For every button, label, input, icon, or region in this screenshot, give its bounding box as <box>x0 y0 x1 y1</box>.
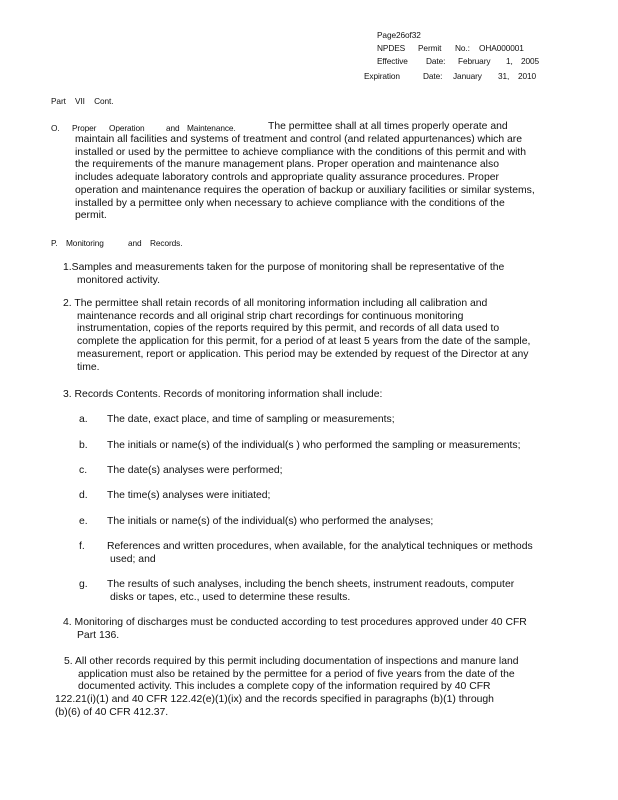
part-number: VII <box>75 96 85 106</box>
subitem-g-line-1: The results of such analyses, including the bench sheets, instrument readouts, computer <box>107 579 515 590</box>
part-cont: Cont. <box>94 96 114 106</box>
permit-label: Permit <box>418 43 442 53</box>
item-2-line-4: complete the application for this permit, for a period of at least 5 years from the date of the sample, <box>77 336 531 348</box>
section-o-line-6: operation and maintenance requires the operation of backup or auxiliary facilities or similar systems, <box>75 184 535 196</box>
section-o-letter: O. <box>51 123 60 133</box>
section-p-letter: P. <box>51 238 58 248</box>
permit-number: OHA000001 <box>479 43 524 53</box>
item-5-line-1: 5. All other records required by this permit including documentation of inspections and manure land <box>64 656 519 667</box>
item-4 <box>63 617 527 642</box>
item-4-line-2: Part 136. <box>77 629 120 641</box>
part-label: Part <box>51 96 66 106</box>
effective-date-label: Date: <box>426 56 446 66</box>
part-heading <box>51 96 113 106</box>
expiration-month: January <box>453 71 482 81</box>
item-1-line-1: 1.Samples and measurements taken for the purpose of monitoring shall be representative of the <box>63 262 505 273</box>
subitem-g-line-2: disks or tapes, etc., used to determine these results. <box>110 592 351 603</box>
item-2-line-3: instrumentation, copies of the reports required by this permit, and records of all data used to <box>77 323 500 335</box>
subitem-g <box>79 579 579 605</box>
section-o-line-7: installed by a permittee only when necessary to achieve compliance with the conditions of the <box>75 197 505 209</box>
effective-month: February <box>458 56 491 66</box>
item-2-line-1: 2. The permittee shall retain records of all monitoring information including all calibration and <box>63 298 488 309</box>
subitem-b-line-1: The initials or name(s) of the individual(s ) who performed the sampling or measurements; <box>107 440 521 451</box>
section-o-line-3: installed or used by the permittee to achieve compliance with the conditions of this permit and with <box>75 146 527 158</box>
section-o-title-w4: Maintenance. <box>187 123 236 133</box>
item-5-line-2: application must also be retained by the permittee for a period of five years from the date of the <box>78 668 515 680</box>
effective-year: 2005 <box>521 56 540 66</box>
page-header <box>364 30 564 84</box>
item-5-line-4: 122.21(i)(1) and 40 CFR 122.42(e)(1)(ix) and the records specified in paragraphs (b)(1) through <box>55 694 494 706</box>
effective-label: Effective <box>377 56 408 66</box>
section-p-title-w1: Monitoring <box>66 238 104 248</box>
no-label: No.: <box>455 43 470 53</box>
item-2-line-5: measurement, report or application. This period may be extended by request of the Director at any <box>77 348 529 360</box>
section-o-body <box>75 134 535 223</box>
item-2 <box>63 298 530 374</box>
item-5 <box>55 656 519 720</box>
item-5-line-3: documented activity. This includes a complete copy of the information required by 40 CFR <box>78 681 491 693</box>
section-o-line-5: includes adequate laboratory controls and appropriate quality assurance procedures. Proper <box>75 172 499 184</box>
section-o-title-w3: and <box>166 123 180 133</box>
expiration-label: Expiration <box>364 71 400 81</box>
section-p-title-w3: Records. <box>150 238 183 248</box>
subitem-c-line-1: The date(s) analyses were performed; <box>107 465 283 476</box>
item-1 <box>63 262 504 287</box>
subitem-g-mark: g. <box>79 579 88 590</box>
subitem-d-mark: d. <box>79 490 88 501</box>
expiration-day: 31, <box>498 71 510 81</box>
section-o-heading <box>51 123 236 133</box>
subitem-e-mark: e. <box>79 516 88 527</box>
item-3-line-1: 3. Records Contents. Records of monitoring information shall include: <box>63 389 383 400</box>
section-o-line-8: permit. <box>75 210 107 222</box>
page-number: Page26of32 <box>377 30 421 40</box>
subitem-d-line-1: The time(s) analyses were initiated; <box>107 490 271 501</box>
item-2-line-2: maintenance records and all original strip chart recordings for continuous monitoring <box>77 310 464 322</box>
subitem-a-line-1: The date, exact place, and time of sampling or measurements; <box>107 414 395 425</box>
subitem-f <box>79 541 579 567</box>
expiration-year: 2010 <box>518 71 537 81</box>
effective-day: 1, <box>506 56 513 66</box>
item-4-line-1: 4. Monitoring of discharges must be conducted according to test procedures approved under 40 CFR <box>63 617 527 628</box>
expiration-date-label: Date: <box>423 71 443 81</box>
section-p-title-w2: and <box>128 238 142 248</box>
section-p-heading <box>51 238 183 248</box>
subitem-f-mark: f. <box>79 541 85 552</box>
section-o-title-w1: Proper <box>72 123 97 133</box>
item-1-line-2: monitored activity. <box>77 274 160 286</box>
section-o-title-w2: Operation <box>109 123 145 133</box>
section-o-line-2: maintain all facilities and systems of treatment and control (and related appurtenances) which are <box>75 134 523 145</box>
item-5-line-5: (b)(6) of 40 CFR 412.37. <box>55 706 169 718</box>
section-o-line-4: the requirements of the manure management plans. Proper operation and maintenance also <box>75 159 499 171</box>
npdes-label: NPDES <box>377 43 406 53</box>
subitem-a-mark: a. <box>79 414 88 425</box>
section-o-line-1: The permittee shall at all times properly operate and <box>268 121 508 132</box>
subitem-f-line-2: used; and <box>110 554 156 565</box>
subitem-f-line-1: References and written procedures, when available, for the analytical techniques or methods <box>107 541 533 552</box>
item-2-line-6: time. <box>77 361 100 373</box>
subitem-c-mark: c. <box>79 465 88 476</box>
subitem-e-line-1: The initials or name(s) of the individual(s) who performed the analyses; <box>107 516 434 527</box>
subitem-b-mark: b. <box>79 440 88 451</box>
